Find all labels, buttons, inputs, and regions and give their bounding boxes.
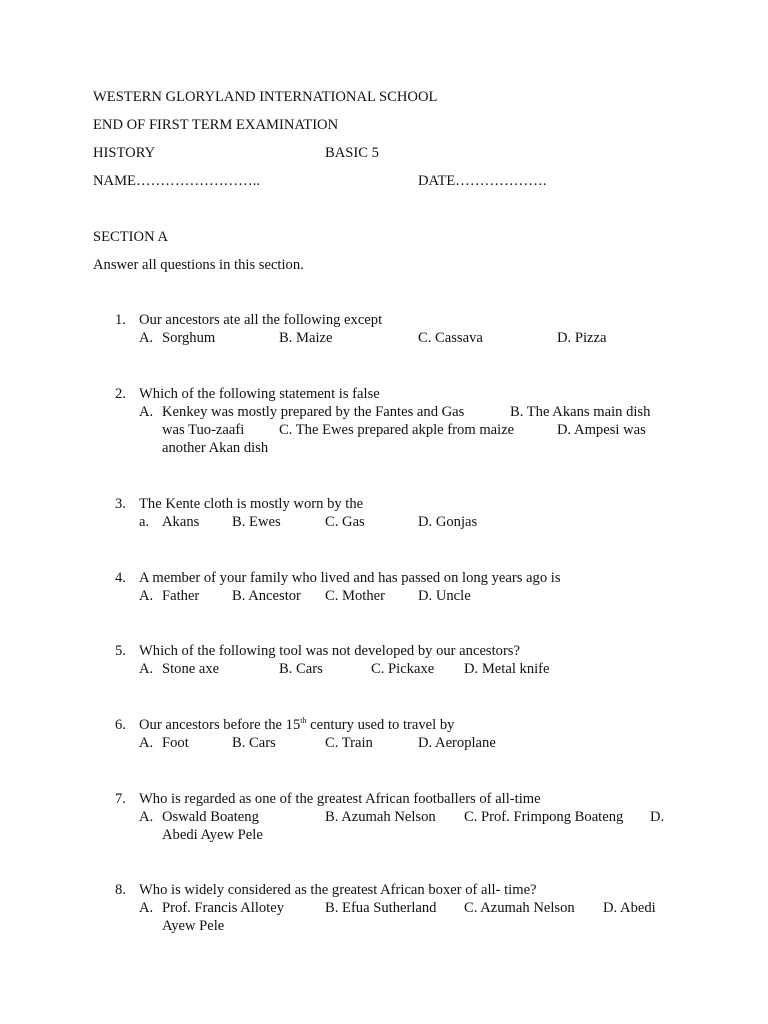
options: [139, 660, 679, 678]
question-text: [139, 716, 454, 734]
option-b: B. Ancestor: [232, 588, 301, 604]
option-d: D. Uncle: [418, 588, 471, 604]
option-a: Prof. Francis Allotey: [162, 900, 285, 916]
question-number: 4.: [115, 570, 126, 586]
option-d: D. Aeroplane: [418, 735, 496, 751]
question-text: The Kente cloth is mostly worn by the: [139, 496, 364, 512]
option-b: B. The Akans main dish: [510, 404, 651, 420]
option-d: D. Ampesi was: [557, 422, 646, 438]
class-label: BASIC 5: [325, 145, 379, 161]
option-letter-a: A.: [139, 900, 154, 916]
ordinal-suffix: th: [300, 716, 307, 726]
option-c: C. Prof. Frimpong Boateng: [464, 809, 624, 825]
question-text: A member of your family who lived and has passed on long years ago is: [139, 570, 561, 586]
section-title: SECTION A: [93, 229, 168, 245]
option-d: D. Metal knife: [464, 661, 550, 677]
option-letter-a: a.: [139, 514, 150, 530]
option-letter-a: A.: [139, 661, 154, 677]
option-b: B. Cars: [232, 735, 276, 751]
option-letter-a: A.: [139, 735, 154, 751]
option-a: Akans: [162, 514, 200, 530]
option-b: B. Efua Sutherland: [325, 900, 437, 916]
options: [139, 403, 667, 457]
option-c: C. Pickaxe: [371, 661, 435, 677]
options: [139, 513, 679, 531]
question-number: 5.: [115, 643, 126, 659]
option-c: C. Azumah Nelson: [464, 900, 575, 916]
option-c: C. Train: [325, 735, 373, 751]
option-d: D. Gonjas: [418, 514, 478, 530]
option-c: C. Mother: [325, 588, 385, 604]
option-a: Foot: [162, 735, 189, 751]
option-d-continued: another Akan dish: [162, 440, 269, 456]
option-letter-a: A.: [139, 404, 154, 420]
name-field: NAME……………………..: [93, 173, 261, 189]
options: [139, 734, 679, 752]
question-text: Our ancestors ate all the following except: [139, 312, 383, 328]
option-d: D. Abedi: [603, 900, 656, 916]
option-d-letter: D.: [650, 809, 665, 825]
option-d: D. Pizza: [557, 330, 607, 346]
options: [139, 808, 667, 844]
option-c: C. The Ewes prepared akple from maize: [279, 422, 515, 438]
question-number: 3.: [115, 496, 126, 512]
question-number: 1.: [115, 312, 126, 328]
option-letter-a: A.: [139, 588, 154, 604]
question-text: Who is widely considered as the greatest African boxer of all- time?: [139, 882, 537, 898]
options: [139, 329, 679, 347]
section-instruction: Answer all questions in this section.: [93, 257, 304, 273]
options: [139, 587, 679, 605]
option-a: Stone axe: [162, 661, 220, 677]
question-text: Which of the following statement is false: [139, 386, 380, 402]
option-b-continued: was Tuo-zaafi: [162, 422, 245, 438]
option-b: B. Azumah Nelson: [325, 809, 436, 825]
option-b: B. Maize: [279, 330, 333, 346]
option-b: B. Cars: [279, 661, 323, 677]
option-c: C. Gas: [325, 514, 365, 530]
option-d: Abedi Ayew Pele: [162, 827, 263, 843]
question-number: 6.: [115, 717, 126, 733]
option-letter-a: A.: [139, 330, 154, 346]
option-a: Sorghum: [162, 330, 216, 346]
question-text: Who is regarded as one of the greatest African footballers of all-time: [139, 791, 541, 807]
school-name: WESTERN GLORYLAND INTERNATIONAL SCHOOL: [93, 89, 438, 105]
option-b: B. Ewes: [232, 514, 281, 530]
question-text: Which of the following tool was not developed by our ancestors?: [139, 643, 520, 659]
option-d-continued: Ayew Pele: [162, 918, 225, 934]
options: [139, 899, 667, 935]
date-field: DATE……………….: [418, 173, 547, 189]
question-text-after: century used to travel by: [306, 717, 455, 733]
question-text-before: Our ancestors before the 15: [139, 717, 301, 733]
subject-label: HISTORY: [93, 145, 156, 161]
option-a: Kenkey was mostly prepared by the Fantes and Gas: [162, 404, 465, 420]
exam-title: END OF FIRST TERM EXAMINATION: [93, 117, 339, 133]
question-number: 8.: [115, 882, 126, 898]
option-a: Oswald Boateng: [162, 809, 259, 825]
option-a: Father: [162, 588, 200, 604]
option-letter-a: A.: [139, 809, 154, 825]
question-number: 7.: [115, 791, 126, 807]
question-number: 2.: [115, 386, 126, 402]
option-c: C. Cassava: [418, 330, 483, 346]
